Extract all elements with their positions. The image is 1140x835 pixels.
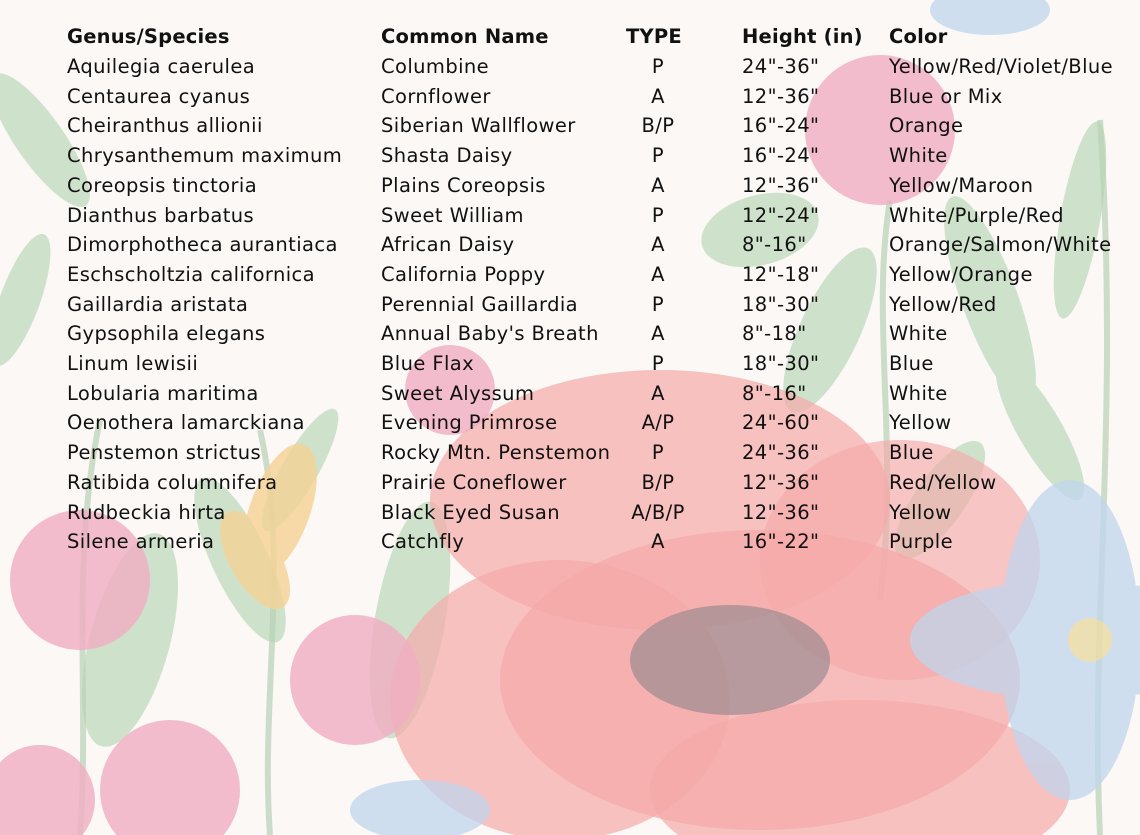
color-cell: White/Purple/Red bbox=[889, 203, 1064, 227]
color-cell: Yellow/Red bbox=[889, 292, 997, 316]
table-row bbox=[0, 438, 1140, 468]
color-cell: Blue or Mix bbox=[889, 84, 1003, 108]
genus-species-cell: Ratibida columnifera bbox=[67, 470, 278, 494]
common-name-cell: Shasta Daisy bbox=[381, 144, 513, 168]
table-row bbox=[0, 111, 1140, 141]
color-cell: Yellow/Maroon bbox=[889, 173, 1034, 197]
genus-species-cell: Aquilegia caerulea bbox=[67, 55, 256, 78]
height-cell: 8"-18" bbox=[742, 322, 807, 346]
color-cell: Orange bbox=[889, 114, 964, 138]
table-row bbox=[0, 319, 1140, 349]
genus-species-cell: Gypsophila elegans bbox=[67, 322, 266, 346]
common-name-cell: Sweet William bbox=[381, 203, 524, 227]
height-cell: 18"-30" bbox=[742, 352, 820, 375]
color-cell: White bbox=[889, 144, 948, 168]
genus-species-cell: Chrysanthemum maximum bbox=[67, 144, 343, 168]
header-color: Color bbox=[889, 25, 948, 48]
table-row bbox=[0, 201, 1140, 231]
height-cell: 12"-24" bbox=[742, 203, 820, 227]
height-cell: 18"-30" bbox=[742, 292, 820, 316]
type-cell: P bbox=[651, 441, 665, 465]
table-row bbox=[0, 408, 1140, 438]
height-cell: 16"-24" bbox=[742, 144, 820, 168]
height-cell: 12"-36" bbox=[742, 500, 820, 524]
table-row bbox=[0, 349, 1140, 379]
height-cell: 16"-24" bbox=[742, 114, 820, 138]
genus-species-cell: Gaillardia aristata bbox=[67, 292, 249, 316]
genus-species-cell: Penstemon strictus bbox=[67, 441, 262, 465]
genus-species-cell: Eschscholtzia californica bbox=[67, 262, 316, 286]
type-cell: A bbox=[651, 173, 665, 197]
header-height: Height (in) bbox=[742, 25, 863, 48]
height-cell: 12"-36" bbox=[742, 84, 820, 108]
common-name-cell: Siberian Wallflower bbox=[381, 114, 576, 138]
common-name-cell: Rocky Mtn. Penstemon bbox=[381, 441, 611, 465]
common-name-cell: Perennial Gaillardia bbox=[381, 292, 579, 316]
table-row bbox=[0, 290, 1140, 320]
type-cell: A/B/P bbox=[631, 500, 685, 524]
table-row bbox=[0, 498, 1140, 528]
table-row bbox=[0, 82, 1140, 112]
common-name-cell: African Daisy bbox=[381, 233, 515, 257]
table-row bbox=[0, 171, 1140, 201]
height-cell: 12"-36" bbox=[742, 470, 820, 494]
table-row bbox=[0, 468, 1140, 498]
common-name-cell: Evening Primrose bbox=[381, 411, 558, 435]
height-cell: 24"-60" bbox=[742, 411, 820, 435]
common-name-cell: Plains Coreopsis bbox=[381, 173, 546, 197]
color-cell: Yellow/Red/Violet/Blue bbox=[889, 55, 1114, 78]
type-cell: A bbox=[651, 84, 665, 108]
table-row bbox=[0, 230, 1140, 260]
genus-species-cell: Dimorphotheca aurantiaca bbox=[67, 233, 338, 257]
type-cell: P bbox=[651, 55, 665, 78]
height-cell: 12"-36" bbox=[742, 173, 820, 197]
genus-species-cell: Rudbeckia hirta bbox=[67, 500, 226, 524]
common-name-cell: Catchfly bbox=[381, 530, 465, 554]
genus-species-cell: Cheiranthus allionii bbox=[67, 114, 263, 138]
common-name-cell: Cornflower bbox=[381, 84, 491, 108]
height-cell: 24"-36" bbox=[742, 55, 820, 78]
common-name-cell: Blue Flax bbox=[381, 352, 475, 375]
table-row bbox=[0, 260, 1140, 290]
color-cell: Yellow bbox=[889, 411, 952, 435]
type-cell: B/P bbox=[641, 114, 675, 138]
common-name-cell: Columbine bbox=[381, 55, 490, 78]
genus-species-cell: Dianthus barbatus bbox=[67, 203, 255, 227]
color-cell: White bbox=[889, 381, 948, 405]
header-genus-species: Genus/Species bbox=[67, 25, 230, 48]
type-cell: A bbox=[651, 381, 665, 405]
color-cell: Yellow/Orange bbox=[889, 262, 1033, 286]
color-cell: Purple bbox=[889, 530, 953, 554]
genus-species-cell: Oenothera lamarckiana bbox=[67, 411, 305, 435]
color-cell: Blue bbox=[889, 352, 934, 375]
height-cell: 8"-16" bbox=[742, 233, 807, 257]
height-cell: 16"-22" bbox=[742, 530, 820, 554]
genus-species-cell: Silene armeria bbox=[67, 530, 215, 554]
table-row bbox=[0, 141, 1140, 171]
type-cell: A bbox=[651, 233, 665, 257]
type-cell: P bbox=[651, 352, 665, 375]
color-cell: White bbox=[889, 322, 948, 346]
table-header bbox=[0, 22, 1140, 52]
type-cell: P bbox=[651, 203, 665, 227]
type-cell: A bbox=[651, 262, 665, 286]
common-name-cell: California Poppy bbox=[381, 262, 546, 286]
header-type: TYPE bbox=[626, 25, 682, 48]
height-cell: 24"-36" bbox=[742, 441, 820, 465]
common-name-cell: Prairie Coneflower bbox=[381, 470, 567, 494]
genus-species-cell: Linum lewisii bbox=[67, 352, 199, 375]
type-cell: A bbox=[651, 530, 665, 554]
color-cell: Blue bbox=[889, 441, 934, 465]
genus-species-cell: Lobularia maritima bbox=[67, 381, 259, 405]
type-cell: A bbox=[651, 322, 665, 346]
table-row bbox=[0, 379, 1140, 409]
common-name-cell: Black Eyed Susan bbox=[381, 500, 560, 524]
height-cell: 12"-18" bbox=[742, 262, 820, 286]
table-row bbox=[0, 52, 1140, 82]
common-name-cell: Annual Baby's Breath bbox=[381, 322, 599, 346]
type-cell: P bbox=[651, 292, 665, 316]
genus-species-cell: Centaurea cyanus bbox=[67, 84, 251, 108]
header-common-name: Common Name bbox=[381, 25, 549, 48]
common-name-cell: Sweet Alyssum bbox=[381, 381, 535, 405]
color-cell: Red/Yellow bbox=[889, 470, 997, 494]
type-cell: B/P bbox=[641, 470, 675, 494]
color-cell: Orange/Salmon/White bbox=[889, 233, 1112, 257]
height-cell: 8"-16" bbox=[742, 381, 807, 405]
table-row bbox=[0, 527, 1140, 557]
type-cell: A/P bbox=[641, 411, 675, 435]
color-cell: Yellow bbox=[889, 500, 952, 524]
type-cell: P bbox=[651, 144, 665, 168]
genus-species-cell: Coreopsis tinctoria bbox=[67, 173, 258, 197]
